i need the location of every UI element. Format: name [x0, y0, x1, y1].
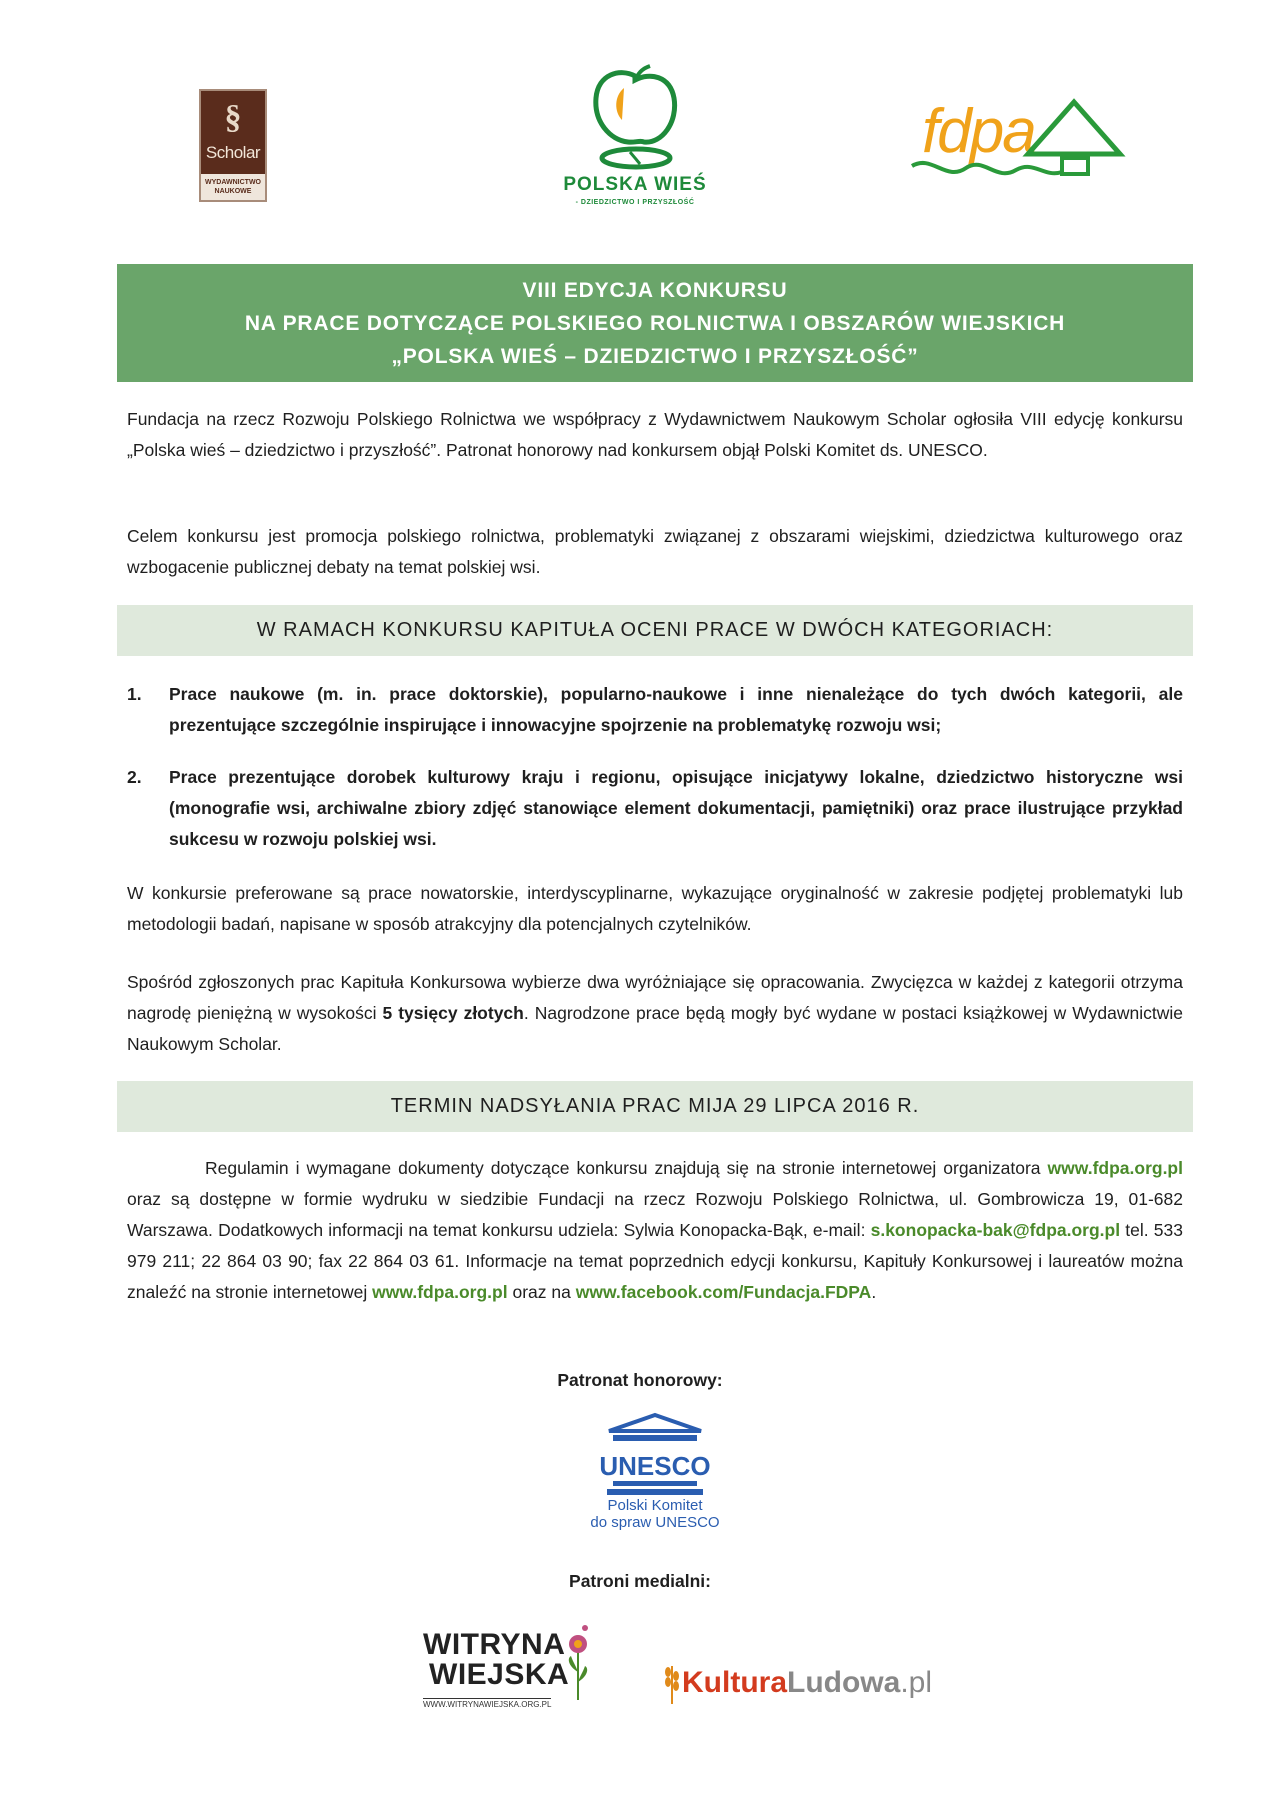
fdpa-website-link-2[interactable]: www.fdpa.org.pl: [372, 1282, 508, 1302]
contact-text-3: tel. 533 979 211; 22 864 03 90; fax 22 864 03 61. Informacje na temat poprzednich edycji konkursu, Kapituły Konkursowej i laureatów można znaleźć na stronie internetowej: [127, 1220, 1183, 1302]
kultura-logo-part-2: Ludowa: [787, 1666, 901, 1699]
award-text-start: Spośród zgłoszonych prac Kapituła Konkursowa wybierze dwa wyróżniające się opracowania. Zwycięzca w każdej z kategorii otrzyma nagrodę pieniężną w wysokości: [127, 972, 1183, 1023]
fdpa-website-link[interactable]: www.fdpa.org.pl: [1047, 1158, 1183, 1178]
fdpa-logo: [912, 96, 1122, 206]
contact-paragraph: [127, 1153, 1183, 1308]
preferred-works-paragraph: W konkursie preferowane są prace nowatorskie, interdyscyplinarne, wykazujące oryginalność w zakresie podjętej problematyki lub metodologii badań, napisane w sposób atrakcyjny dla potencjalnych czytelników.: [127, 883, 1183, 934]
wheat-icon: [660, 1660, 684, 1706]
category-text: Prace prezentujące dorobek kulturowy kraju i regionu, opisujące inicjatywy lokalne, dziedzictwo historyczne wsi (monografie wsi, archiwalne zbiory zdjęć stanowiące element dokumentacji, pamiętniki) oraz prace ilustrujące przykład sukcesu w rozwoju polskiej wsi.: [169, 767, 1183, 849]
category-number: 2.: [127, 767, 142, 787]
witryna-logo-url: WWW.WITRYNAWIEJSKA.ORG.PL: [423, 1700, 552, 1709]
media-patrons-label: Patroni medialni:: [569, 1571, 711, 1591]
category-text: Prace naukowe (m. in. prace doktorskie), popularno-naukowe i inne nienależące do tych dwóch kategorii, ale prezentujące szczególnie inspirujące i innowacyjne spojrzenie na problematykę rozwoju wsi;: [169, 684, 1183, 735]
title-line-1: VIII EDYCJA KONKURSU: [522, 279, 788, 302]
witryna-wiejska-logo: [423, 1630, 613, 1725]
unesco-temple-icon: [599, 1413, 711, 1497]
goal-paragraph: Celem konkursu jest promocja polskiego rolnictwa, problematyki związanej z obszarami wiejskimi, dziedzictwa kulturowego oraz wzbogacenie publicznej debaty na temat polskiej wsi.: [127, 526, 1183, 577]
kultura-logo-part-1: Kultura: [682, 1666, 787, 1699]
fdpa-tree-icon: [912, 96, 1122, 206]
polska-wies-logo-name: POLSKA WIEŚ: [563, 174, 707, 195]
witryna-logo-line-2: WIEJSKA: [429, 1658, 570, 1691]
title-line-2: NA PRACE DOTYCZĄCE POLSKIEGO ROLNICTWA I OBSZARÓW WIEJSKICH: [244, 312, 1066, 335]
contact-text-2: oraz są dostępne w formie wydruku w siedzibie Fundacji na rzecz Rozwoju Polskiego Rolnictwa, ul. Gombrowicza 19, 01-682 Warszawa. Dodatkowych informacji na temat konkursu udziela: Sylwia Konopacka-Bąk, e-mail:: [127, 1189, 1183, 1240]
title-line-3: „POLSKA WIEŚ – DZIEDZICTWO I PRZYSZŁOŚĆ”: [391, 345, 919, 368]
contact-text-4: oraz na: [507, 1282, 576, 1302]
list-item: [127, 679, 1183, 741]
scholar-monogram-icon: §: [224, 99, 242, 136]
kultura-logo-part-3: .pl: [900, 1666, 933, 1699]
facebook-link[interactable]: www.facebook.com/Fundacja.FDPA: [575, 1282, 872, 1302]
title-banner: [117, 264, 1193, 382]
fdpa-logo-name: fdpa: [922, 97, 1035, 166]
apple-icon: [580, 66, 690, 172]
list-item: [127, 762, 1183, 855]
polska-wies-logo-tagline: - DZIEDZICTWO I PRZYSZŁOŚĆ: [575, 199, 695, 206]
intro-paragraph: Fundacja na rzecz Rozwoju Polskiego Rolnictwa we współpracy z Wydawnictwem Naukowym Scholar ogłosiła VIII edycję konkursu „Polska wieś – dziedzictwo i przyszłość”. Patronat honorowy nad konkursem objął Polski Komitet ds. UNESCO.: [127, 409, 1183, 460]
unesco-line-1: Polski Komitet: [607, 1497, 703, 1514]
kultura-ludowa-wordmark: [682, 1666, 932, 1700]
contact-text-1: Regulamin i wymagane dokumenty dotyczące konkursu znajdują się na stronie internetowej organizatora: [205, 1158, 1048, 1178]
witryna-logo-line-1: WITRYNA: [423, 1628, 566, 1661]
award-text-end: . Nagrodzone prace będą mogły być wydane w postaci książkowej w Wydawnictwie Naukowym Scholar.: [127, 1003, 1183, 1054]
scholar-logo: [199, 89, 267, 202]
polska-wies-logo: [545, 66, 725, 216]
flower-icon: [563, 1622, 593, 1702]
contact-text-5: .: [871, 1282, 877, 1302]
categories-heading: W RAMACH KONKURSU KAPITUŁA OCENI PRACE W DWÓCH KATEGORIACH:: [117, 605, 1193, 656]
honorary-patronage-label: Patronat honorowy:: [557, 1370, 723, 1390]
categories-list: [127, 679, 1183, 876]
unesco-line-2: do spraw UNESCO: [590, 1514, 720, 1531]
award-amount: 5 tysięcy złotych: [382, 1003, 524, 1023]
kultura-ludowa-logo: [668, 1662, 948, 1712]
unesco-logo-name: UNESCO: [599, 1451, 711, 1481]
deadline-banner: TERMIN NADSYŁANIA PRAC MIJA 29 LIPCA 2016 R.: [117, 1081, 1193, 1132]
category-number: 1.: [127, 684, 142, 704]
email-link[interactable]: s.konopacka-bak@fdpa.org.pl: [870, 1220, 1121, 1240]
scholar-logo-subtitle: WYDAWNICTWO NAUKOWE: [201, 174, 265, 200]
award-paragraph: [127, 967, 1183, 1060]
logo-row: [0, 60, 1280, 220]
scholar-logo-name: Scholar: [205, 143, 261, 162]
unesco-logo: [570, 1413, 740, 1548]
